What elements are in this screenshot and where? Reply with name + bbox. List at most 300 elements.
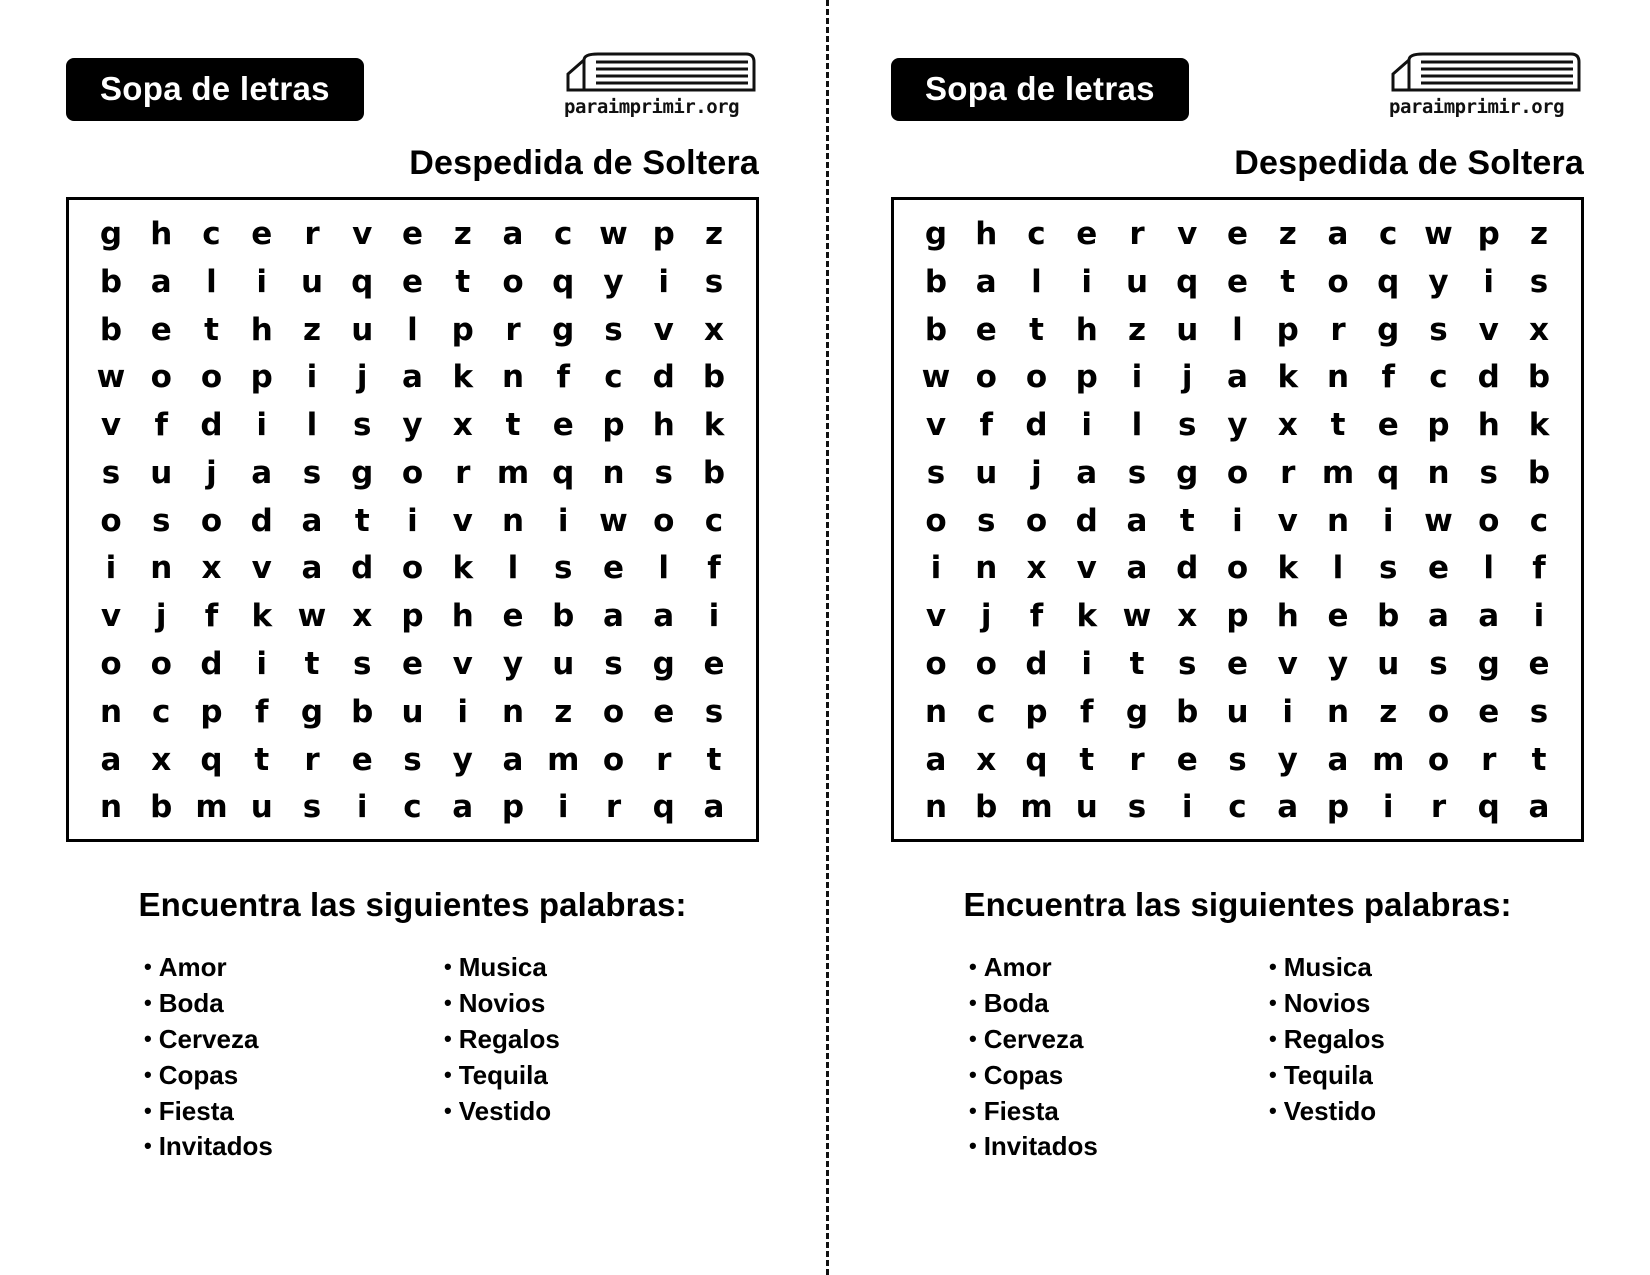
- grid-cell: k: [1277, 359, 1299, 396]
- grid-cell: n: [975, 550, 998, 587]
- word-list-item: [144, 986, 444, 1022]
- word-label: Fiesta: [983, 1095, 1059, 1126]
- grid-cell: c: [1379, 216, 1398, 252]
- grid-cell: h: [975, 216, 998, 252]
- grid-cell: a: [1076, 454, 1098, 491]
- grid-cell: h: [1477, 407, 1500, 444]
- grid-cell: r: [1430, 789, 1447, 826]
- grid-cell: c: [403, 789, 422, 826]
- grid-cell: o: [150, 646, 172, 683]
- grid-cell: d: [250, 502, 273, 539]
- grid-cell: j: [1031, 454, 1042, 491]
- grid-cell: v: [925, 598, 947, 635]
- grid-cell: r: [455, 454, 471, 491]
- bullet-icon: •: [969, 1061, 977, 1087]
- grid-cell: x: [976, 741, 997, 778]
- grid-cell: p: [1025, 693, 1048, 730]
- grid-cell: i: [1081, 263, 1093, 300]
- grid-cell: p: [451, 311, 474, 348]
- grid-cell: k: [703, 407, 725, 444]
- grid-cell: m: [1321, 454, 1355, 491]
- bullet-icon: •: [144, 1061, 152, 1087]
- grid-cell: o: [200, 359, 223, 396]
- grid-cell: a: [1277, 789, 1299, 826]
- grid-cell: p: [602, 407, 625, 444]
- grid-cell: f: [255, 693, 269, 730]
- grid-cell: p: [200, 693, 223, 730]
- grid-cell: i: [1081, 646, 1093, 683]
- grid-cell: e: [552, 407, 574, 444]
- grid-cell: j: [206, 454, 217, 491]
- grid-cell: v: [100, 598, 122, 635]
- grid-cell: x: [352, 598, 373, 635]
- grid-cell: o: [975, 359, 997, 396]
- grid-cell: b: [351, 693, 374, 730]
- grid-cell: o: [925, 502, 947, 539]
- grid-row: [83, 791, 742, 824]
- grid-cell: i: [1382, 502, 1394, 539]
- grid-cell: e: [1327, 598, 1349, 635]
- grid-cell: i: [1181, 789, 1193, 826]
- grid-cell: i: [1081, 407, 1093, 444]
- grid-cell: s: [604, 646, 623, 683]
- grid-cell: i: [256, 263, 268, 300]
- grid-cell: f: [1080, 693, 1094, 730]
- grid-cell: t: [1280, 263, 1296, 300]
- grid-cell: p: [1326, 789, 1350, 826]
- word-list-item: [144, 1022, 444, 1058]
- grid-cell: k: [1076, 598, 1098, 635]
- grid-cell: t: [1179, 502, 1195, 539]
- grid-cell: o: [502, 263, 524, 300]
- grid-cell: g: [552, 311, 575, 348]
- grid-cell: c: [1027, 216, 1046, 252]
- grid-cell: e: [1226, 216, 1249, 252]
- grid-cell: v: [653, 311, 674, 348]
- grid-cell: j: [155, 598, 167, 635]
- grid-cell: q: [552, 454, 575, 491]
- grid-cell: s: [152, 502, 171, 539]
- grid-cell: e: [251, 216, 273, 252]
- grid-cell: t: [706, 741, 722, 778]
- fold-cut-line: [826, 0, 829, 1275]
- grid-cell: h: [451, 598, 474, 635]
- grid-cell: q: [1477, 789, 1500, 826]
- grid-cell: l: [306, 407, 318, 444]
- grid-cell: b: [702, 359, 726, 396]
- bullet-icon: •: [1269, 1097, 1277, 1123]
- grid-cell: n: [99, 693, 123, 730]
- word-list-item: [1269, 1094, 1569, 1130]
- grid-cell: b: [150, 789, 173, 826]
- grid-cell: y: [502, 646, 524, 683]
- grid-cell: d: [1477, 359, 1500, 396]
- word-label: Fiesta: [158, 1095, 234, 1126]
- grid-cell: p: [1226, 598, 1249, 635]
- grid-row: [908, 311, 1567, 348]
- grid-cell: a: [1126, 502, 1148, 539]
- grid-row: [908, 791, 1567, 824]
- grid-cell: c: [1228, 789, 1247, 826]
- grid-cell: r: [1129, 741, 1145, 778]
- grid-cell: o: [100, 646, 122, 683]
- word-list-item: [144, 1094, 444, 1130]
- word-column-right: [444, 950, 744, 1165]
- word-label: Boda: [983, 987, 1049, 1018]
- grid-cell: i: [356, 789, 368, 826]
- word-list-item: [969, 1129, 1269, 1165]
- grid-cell: a: [301, 550, 323, 587]
- word-list-item: [444, 1022, 744, 1058]
- grid-cell: o: [100, 502, 122, 539]
- grid-cell: m: [547, 741, 580, 778]
- grid-cell: y: [402, 407, 423, 444]
- grid-cell: s: [704, 693, 724, 730]
- bullet-icon: •: [969, 954, 977, 979]
- grid-row: [908, 600, 1567, 633]
- grid-cell: t: [254, 741, 270, 778]
- grid-cell: v: [925, 407, 947, 444]
- grid-cell: r: [304, 741, 320, 778]
- grid-cell: f: [204, 598, 219, 635]
- grid-row: [83, 552, 742, 585]
- grid-cell: g: [652, 646, 675, 683]
- grid-row: [83, 693, 742, 730]
- grid-cell: g: [99, 216, 123, 252]
- word-list-item: [969, 1058, 1269, 1094]
- grid-cell: b: [99, 311, 123, 348]
- grid-cell: t: [1079, 741, 1095, 778]
- grid-cell: y: [1277, 741, 1298, 778]
- grid-cell: t: [1129, 646, 1145, 683]
- grid-cell: n: [501, 502, 525, 539]
- grid-cell: f: [1532, 550, 1546, 587]
- bullet-icon: •: [969, 1097, 977, 1123]
- grid-cell: c: [977, 693, 996, 730]
- instructions-text: Encuentra las siguientes palabras:: [138, 886, 687, 923]
- grid-cell: l: [1031, 263, 1042, 300]
- grid-cell: o: [1226, 550, 1249, 587]
- grid-cell: v: [251, 550, 272, 587]
- grid-cell: u: [150, 454, 173, 491]
- grid-cell: v: [1277, 646, 1298, 683]
- grid-cell: p: [1075, 359, 1098, 396]
- grid-row: [83, 263, 742, 300]
- grid-cell: k: [1277, 550, 1299, 587]
- grid-cell: b: [1527, 454, 1551, 491]
- grid-cell: r: [1280, 454, 1296, 491]
- grid-cell: o: [975, 646, 997, 683]
- word-label: Novios: [458, 987, 546, 1018]
- grid-cell: x: [1529, 311, 1549, 348]
- grid-cell: e: [1528, 646, 1550, 683]
- grid-cell: w: [921, 359, 951, 396]
- bullet-icon: •: [144, 1097, 152, 1123]
- grid-cell: a: [402, 359, 423, 396]
- grid-cell: u: [250, 789, 273, 826]
- grid-cell: e: [1478, 693, 1500, 730]
- grid-cell: z: [704, 216, 724, 252]
- grid-cell: j: [1181, 359, 1193, 396]
- bullet-icon: •: [144, 954, 152, 979]
- grid-cell: l: [1131, 407, 1143, 444]
- brand-text: paraimprimir.org: [1389, 96, 1565, 118]
- grid-cell: p: [1477, 216, 1500, 252]
- grid-cell: v: [100, 407, 122, 444]
- grid-cell: u: [351, 311, 374, 348]
- grid-cell: e: [401, 263, 424, 300]
- grid-cell: i: [306, 359, 318, 396]
- grid-cell: a: [1478, 598, 1500, 635]
- bullet-icon: •: [969, 989, 977, 1015]
- grid-cell: n: [924, 789, 948, 826]
- word-column-right: [1269, 950, 1569, 1165]
- grid-cell: d: [200, 407, 223, 444]
- grid-cell: a: [1428, 598, 1449, 635]
- grid-cell: a: [502, 216, 524, 252]
- brand-logo: [564, 50, 759, 122]
- bullet-icon: •: [969, 1025, 977, 1051]
- grid-cell: o: [1226, 454, 1249, 491]
- grid-cell: x: [1026, 550, 1047, 587]
- grid-cell: a: [925, 741, 947, 778]
- grid-cell: d: [1075, 502, 1098, 539]
- grid-row: [908, 409, 1567, 442]
- grid-cell: d: [200, 646, 223, 683]
- grid-cell: r: [505, 311, 521, 348]
- grid-cell: g: [1377, 311, 1400, 348]
- grid-cell: i: [1282, 693, 1294, 730]
- word-list-left: [66, 950, 759, 1165]
- grid-cell: s: [977, 502, 996, 539]
- grid-cell: q: [652, 789, 675, 826]
- grid-cell: p: [401, 598, 424, 635]
- grid-cell: o: [1025, 359, 1048, 396]
- word-list-item: [969, 950, 1269, 986]
- grid-cell: a: [502, 741, 524, 778]
- grid-cell: e: [1226, 646, 1249, 683]
- word-label: Amor: [983, 952, 1052, 982]
- grid-cell: b: [99, 263, 123, 300]
- grid-cell: z: [453, 216, 472, 252]
- grid-cell: r: [304, 216, 320, 252]
- grid-cell: s: [1127, 454, 1147, 491]
- grid-cell: u: [1176, 311, 1199, 348]
- grid-cell: l: [507, 550, 519, 587]
- grid-cell: a: [1327, 741, 1349, 778]
- grid-cell: d: [1025, 407, 1048, 444]
- grid-cell: a: [251, 454, 273, 491]
- grid-cell: e: [602, 550, 625, 587]
- grid-cell: s: [554, 550, 573, 587]
- grid-cell: z: [1127, 311, 1147, 348]
- word-list-item: [444, 1058, 744, 1094]
- grid-cell: n: [1427, 454, 1450, 491]
- grid-cell: d: [351, 550, 374, 587]
- grid-cell: o: [150, 359, 172, 396]
- grid-cell: i: [930, 550, 942, 587]
- grid-cell: a: [653, 598, 675, 635]
- grid-row: [83, 600, 742, 633]
- bullet-icon: •: [444, 1025, 452, 1051]
- grid-cell: o: [1478, 502, 1500, 539]
- grid-cell: p: [1276, 311, 1299, 348]
- word-label: Regalos: [1283, 1023, 1385, 1054]
- grid-cell: d: [652, 359, 675, 396]
- grid-cell: e: [653, 693, 675, 730]
- grid-row: [908, 502, 1567, 539]
- grid-cell: t: [354, 502, 370, 539]
- grid-cell: f: [1381, 359, 1395, 396]
- grid-cell: r: [656, 741, 672, 778]
- bullet-icon: •: [1269, 954, 1277, 979]
- grid-cell: l: [1483, 550, 1495, 587]
- grid-cell: k: [251, 598, 273, 635]
- grid-cell: h: [652, 407, 675, 444]
- grid-cell: x: [452, 407, 473, 444]
- grid-cell: a: [150, 263, 172, 300]
- grid-cell: e: [703, 646, 725, 683]
- word-label: Tequila: [1283, 1059, 1373, 1090]
- grid-cell: c: [604, 359, 623, 396]
- grid-cell: a: [1528, 789, 1550, 826]
- grid-cell: i: [557, 502, 569, 539]
- grid-cell: u: [975, 454, 998, 491]
- word-list-right: [891, 950, 1584, 1165]
- grid-cell: t: [204, 311, 219, 348]
- bullet-icon: •: [144, 989, 152, 1015]
- grid-cell: b: [702, 454, 726, 491]
- grid-cell: g: [1176, 454, 1199, 491]
- grid-cell: c: [152, 693, 171, 730]
- grid-cell: q: [552, 263, 575, 300]
- grid-cell: s: [353, 407, 372, 444]
- grid-cell: y: [1227, 407, 1248, 444]
- grid-cell: n: [150, 550, 173, 587]
- word-list-item: [969, 1022, 1269, 1058]
- grid-cell: l: [206, 263, 217, 300]
- grid-cell: s: [101, 454, 121, 491]
- grid-cell: k: [452, 359, 474, 396]
- grid-cell: s: [1529, 693, 1549, 730]
- grid-cell: o: [602, 741, 625, 778]
- grid-cell: g: [1477, 646, 1500, 683]
- grid-cell: v: [452, 646, 473, 683]
- grid-cell: s: [302, 454, 322, 491]
- grid-cell: y: [1327, 646, 1349, 683]
- grid-cell: c: [202, 216, 221, 252]
- grid-cell: z: [1278, 216, 1297, 252]
- grid-cell: q: [1025, 741, 1048, 778]
- grid-cell: s: [704, 263, 724, 300]
- grid-cell: s: [1379, 550, 1398, 587]
- grid-cell: s: [403, 741, 422, 778]
- word-column-left: [969, 950, 1269, 1165]
- grid-cell: q: [1377, 454, 1400, 491]
- grid-cell: a: [703, 789, 725, 826]
- grid-cell: s: [1178, 407, 1197, 444]
- grid-cell: x: [1177, 598, 1198, 635]
- grid-cell: y: [452, 741, 473, 778]
- grid-cell: n: [501, 359, 525, 396]
- grid-cell: m: [195, 789, 228, 826]
- word-label: Musica: [458, 952, 547, 982]
- grid-cell: n: [99, 789, 123, 826]
- grid-cell: e: [1176, 741, 1198, 778]
- bullet-icon: •: [1269, 989, 1277, 1015]
- grid-cell: q: [351, 263, 374, 300]
- grid-row: [908, 552, 1567, 585]
- grid-cell: i: [256, 407, 268, 444]
- grid-cell: a: [1327, 216, 1349, 252]
- grid-cell: w: [599, 216, 628, 252]
- grid-cell: w: [599, 502, 628, 539]
- grid-cell: h: [250, 311, 273, 348]
- word-list-item: [1269, 1022, 1569, 1058]
- word-label: Regalos: [458, 1023, 560, 1054]
- grid-cell: n: [602, 454, 625, 491]
- grid-cell: e: [975, 311, 997, 348]
- grid-cell: o: [401, 454, 424, 491]
- grid-cell: y: [1428, 263, 1449, 300]
- grid-cell: g: [351, 454, 374, 491]
- grid-cell: r: [1481, 741, 1497, 778]
- bullet-icon: •: [444, 989, 452, 1015]
- grid-cell: d: [1176, 550, 1199, 587]
- grid-row: [908, 648, 1567, 681]
- grid-cell: v: [1076, 550, 1097, 587]
- grid-cell: w: [96, 359, 126, 396]
- grid-cell: o: [602, 693, 625, 730]
- grid-cell: u: [1075, 789, 1098, 826]
- grid-cell: s: [302, 789, 322, 826]
- grid-cell: u: [300, 263, 324, 300]
- panel-right: [825, 0, 1650, 1275]
- grid-cell: x: [151, 741, 172, 778]
- grid-cell: p: [652, 216, 675, 252]
- grid-cell: s: [1127, 789, 1147, 826]
- word-label: Musica: [1283, 952, 1372, 982]
- header-left: [66, 58, 759, 128]
- grid-cell: a: [100, 741, 122, 778]
- grid-cell: m: [1020, 789, 1053, 826]
- grid-cell: e: [1427, 550, 1450, 587]
- grid-cell: v: [452, 502, 473, 539]
- grid-cell: b: [1527, 359, 1551, 396]
- grid-cell: o: [1327, 263, 1349, 300]
- grid-cell: i: [105, 550, 117, 587]
- word-label: Cerveza: [983, 1023, 1084, 1054]
- grid-cell: e: [150, 311, 172, 348]
- grid-cell: b: [1176, 693, 1199, 730]
- grid-cell: s: [1228, 741, 1247, 778]
- word-label: Cerveza: [158, 1023, 259, 1054]
- grid-cell: e: [351, 741, 373, 778]
- grid-row: [83, 648, 742, 681]
- word-label: Vestido: [458, 1095, 552, 1126]
- grid-cell: n: [924, 693, 948, 730]
- instructions-text: Encuentra las siguientes palabras:: [963, 886, 1512, 923]
- grid-cell: m: [496, 454, 530, 491]
- grid-cell: i: [1483, 263, 1495, 300]
- grid-row: [83, 409, 742, 442]
- grid-cell: w: [1122, 598, 1152, 635]
- grid-cell: i: [1382, 789, 1394, 826]
- page-subtitle: Despedida de Soltera: [1234, 144, 1584, 182]
- grid-cell: y: [603, 263, 624, 300]
- grid-cell: o: [401, 550, 424, 587]
- grid-cell: s: [1429, 646, 1448, 683]
